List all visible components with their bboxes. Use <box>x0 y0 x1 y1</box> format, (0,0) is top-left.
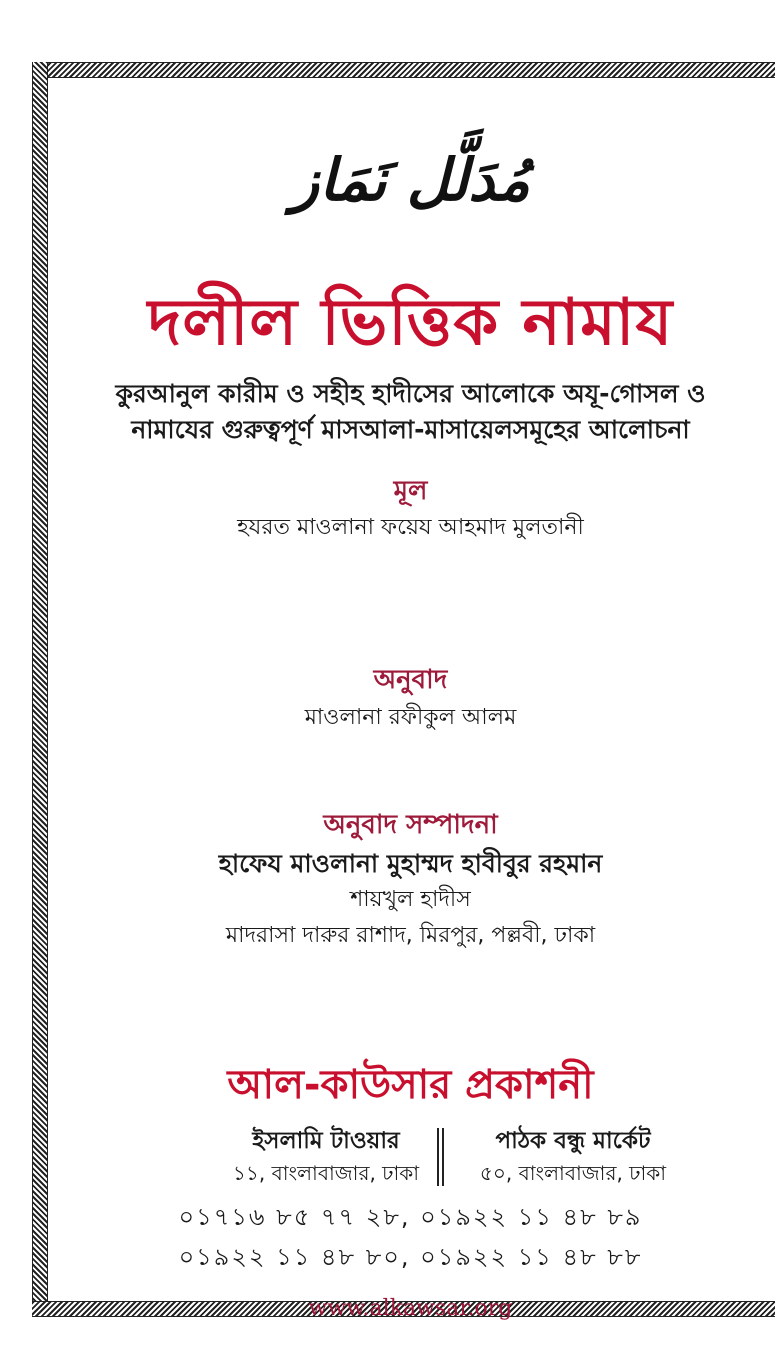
title-page-content <box>46 78 775 1321</box>
original-label: মূল <box>393 476 428 506</box>
branch-left-name: ইসলামি টাওয়ার <box>252 1128 400 1154</box>
branch-left <box>216 1124 436 1188</box>
publisher-name: আল-কাউসার প্রকাশনী <box>227 1062 594 1108</box>
original-author: হযরত মাওলানা ফয়েয আহমাদ মুলতানী <box>237 515 584 540</box>
branch-right <box>448 1124 698 1188</box>
subtitle-line-2: নামাযের গুরুত্বপূর্ণ মাসআলা-মাসায়েলসমূহের আলোচনা <box>131 415 690 444</box>
decorative-border-top <box>32 62 775 78</box>
book-subtitle <box>86 376 735 448</box>
arabic-calligraphy-title: مُدَلَّل نَمَاز <box>291 146 530 214</box>
book-title: দলীল ভিত্তিক নামায <box>147 286 674 360</box>
subtitle-line-1: কুরআনুল কারীম ও সহীহ হাদীসের আলোকে অযূ-গোসল ও <box>115 379 706 408</box>
phone-numbers-line-1: ০১৭১৬ ৮৫ ৭৭ ২৮, ০১৯২২ ১১ ৪৮ ৮৯ <box>178 1203 643 1231</box>
branch-left-address: ১১, বাংলাবাজার, ঢাকা <box>232 1161 420 1185</box>
branch-right-address: ৫০, বাংলাবাজার, ঢাকা <box>479 1161 667 1185</box>
editor-title: শায়খুল হাদীস <box>350 887 471 912</box>
translator-name: মাওলানা রফীকুল আলম <box>304 705 517 730</box>
editor-name: হাফেয মাওলানা মুহাম্মদ হাবীবুর রহমান <box>218 849 603 878</box>
title-page-frame <box>32 62 775 1321</box>
editor-institution: মাদরাসা দারুর রাশাদ, মিরপুর, পল্লবী, ঢাকা <box>225 923 596 948</box>
editing-label: অনুবাদ সম্পাদনা <box>323 810 498 840</box>
translation-label: অনুবাদ <box>373 665 448 695</box>
phone-numbers-line-2: ০১৯২২ ১১ ৪৮ ৮০, ০১৯২২ ১১ ৪৮ ৮৮ <box>178 1243 643 1271</box>
branch-right-name: পাঠক বন্ধু মার্কেট <box>495 1128 651 1154</box>
publisher-website: www.alkawsar.org <box>308 1296 513 1321</box>
address-divider <box>437 1128 444 1186</box>
